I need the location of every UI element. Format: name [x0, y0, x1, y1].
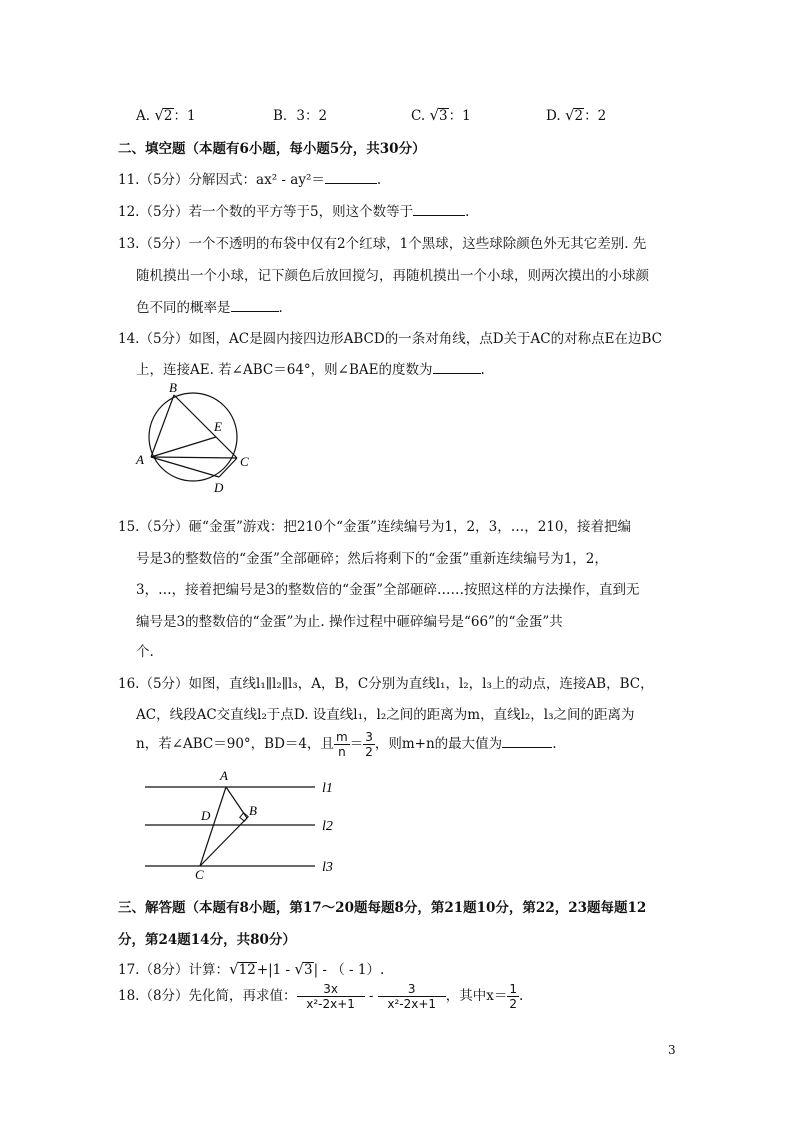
question-15-line3: 3，…，接着把编号是3的整数倍的“金蛋”全部砸碎……按照这样的方法操作，直到无: [136, 582, 640, 598]
label-l2: l2: [322, 819, 333, 834]
q16-parallel-lines-figure: [140, 762, 360, 880]
segment-ac: [200, 787, 226, 866]
question-12: 12.（5分）若一个数的平方等于5，则这个数等于 .: [118, 204, 470, 220]
question-15-line1: 15.（5分）砸“金蛋”游戏：把210个“金蛋”连续编号为1，2，3，…，210，接着把编: [118, 519, 631, 535]
section3-title-line2: 分，第24题14分，共80分）: [118, 932, 296, 948]
question-13-line2: 随机摸出一个小球，记下颜色后放回搅匀，再随机摸出一个小球，则两次摸出的小球颜: [136, 268, 649, 284]
question-14-line2: 上，连接AE. 若∠ABC＝64°，则∠BAE的度数为 .: [136, 362, 485, 378]
segment-ac: [151, 457, 237, 458]
question-15-line4: 编号是3的整数倍的“金蛋”为止. 操作过程中砸碎编号是“66”的“金蛋”共: [136, 614, 563, 630]
question-11: 11.（5分）分解因式：ax² - ay²＝ .: [118, 172, 382, 188]
segment-bc: [174, 395, 237, 458]
label-d: D: [214, 480, 224, 495]
fraction-3-over-2: $\frac{3}{2}$: [365, 730, 373, 759]
option-b: B．3：2: [273, 108, 328, 124]
question-14-line1: 14.（5分）如图，AC是圆内接四边形ABCD的一条对角线，点D关于AC的对称点E在边BC: [118, 331, 662, 347]
question-16-line3: n，若∠ABC＝90°，BD＝4，且 $\frac{m}{n}$ ＝ $\frac{3}{2}$ ，则m+n的最大值为 .: [136, 730, 557, 759]
label-l3: l3: [322, 860, 333, 875]
label-a: A: [136, 452, 144, 467]
answer-blank[interactable]: [325, 171, 377, 184]
segment-dc: [219, 458, 237, 477]
label-a: A: [220, 768, 228, 783]
sqrt-icon: √: [564, 106, 575, 124]
section3-title-line1: 三、解答题（本题有8小题，第17～20题每题8分，第21题10分，第22，23题每题12: [118, 900, 647, 916]
section2-title: 二、填空题（本题有6小题，每小题5分，共30分）: [118, 141, 426, 157]
question-15-line2: 号是3的整数倍的“金蛋”全部砸碎；然后将剩下的“金蛋”重新连续编号为1，2，: [136, 551, 608, 567]
question-16-line1: 16.（5分）如图，直线l₁∥l₂∥l₃，A，B，C分别为直线l₁，l₂，l₃上的动点，连接AB，BC，: [118, 676, 654, 692]
label-b: B: [249, 803, 257, 818]
answer-blank[interactable]: [502, 735, 552, 748]
question-17: 17.（8分）计算：√12+|1 - √3| - （ - 1）.: [118, 960, 385, 978]
fraction-3: $\frac{3}{\text{x²-2x+1}}$: [378, 982, 446, 1011]
question-15-line5: 个.: [136, 644, 154, 660]
question-13-line1: 13.（5分）一个不透明的布袋中仅有2个红球，1个黑球，这些球除颜色外无其它差别. 先: [118, 236, 647, 252]
question-16-line2: AC，线段AC交直线l₂于点D. 设直线l₁，l₂之间的距离为m，直线l₂，l₃之间的距离为: [136, 707, 635, 723]
fraction-half: $\frac{1}{2}$: [509, 982, 517, 1011]
label-l1: l1: [322, 781, 333, 796]
sqrt-icon: √: [294, 960, 304, 978]
option-d: D. √2：2: [546, 106, 607, 124]
option-c: C. √3：1: [411, 106, 471, 124]
answer-blank[interactable]: [231, 299, 279, 312]
label-c: C: [240, 454, 249, 469]
circle: [149, 393, 237, 481]
answer-blank[interactable]: [413, 203, 465, 216]
page-number: 3: [668, 1043, 676, 1057]
segment-ae: [151, 437, 216, 457]
sqrt-icon: √: [154, 106, 164, 124]
q14-circle-figure: [130, 378, 260, 498]
label-d: D: [201, 808, 211, 823]
sqrt-icon: √: [429, 106, 439, 124]
label-c: C: [195, 867, 204, 880]
option-a: A. √2：1: [136, 106, 196, 124]
question-13-line3: 色不同的概率是 .: [136, 300, 283, 316]
label-b: B: [169, 380, 177, 395]
answer-blank[interactable]: [433, 361, 481, 374]
question-18: 18.（8分）先化简，再求值： $\frac{3x}{\text{x²-2x+1}}$ - $\frac{3}{\text{x²-2x+1}}$ ，其中x＝ $\frac{1}{2}$ .: [118, 982, 524, 1011]
fraction-m-over-n: $\frac{m}{n}$: [336, 730, 348, 759]
label-e: E: [214, 419, 222, 434]
sqrt-icon: √: [229, 960, 239, 978]
fraction-3x: $\frac{3x}{\text{x²-2x+1}}$: [297, 982, 365, 1011]
segment-ab: [151, 395, 174, 457]
